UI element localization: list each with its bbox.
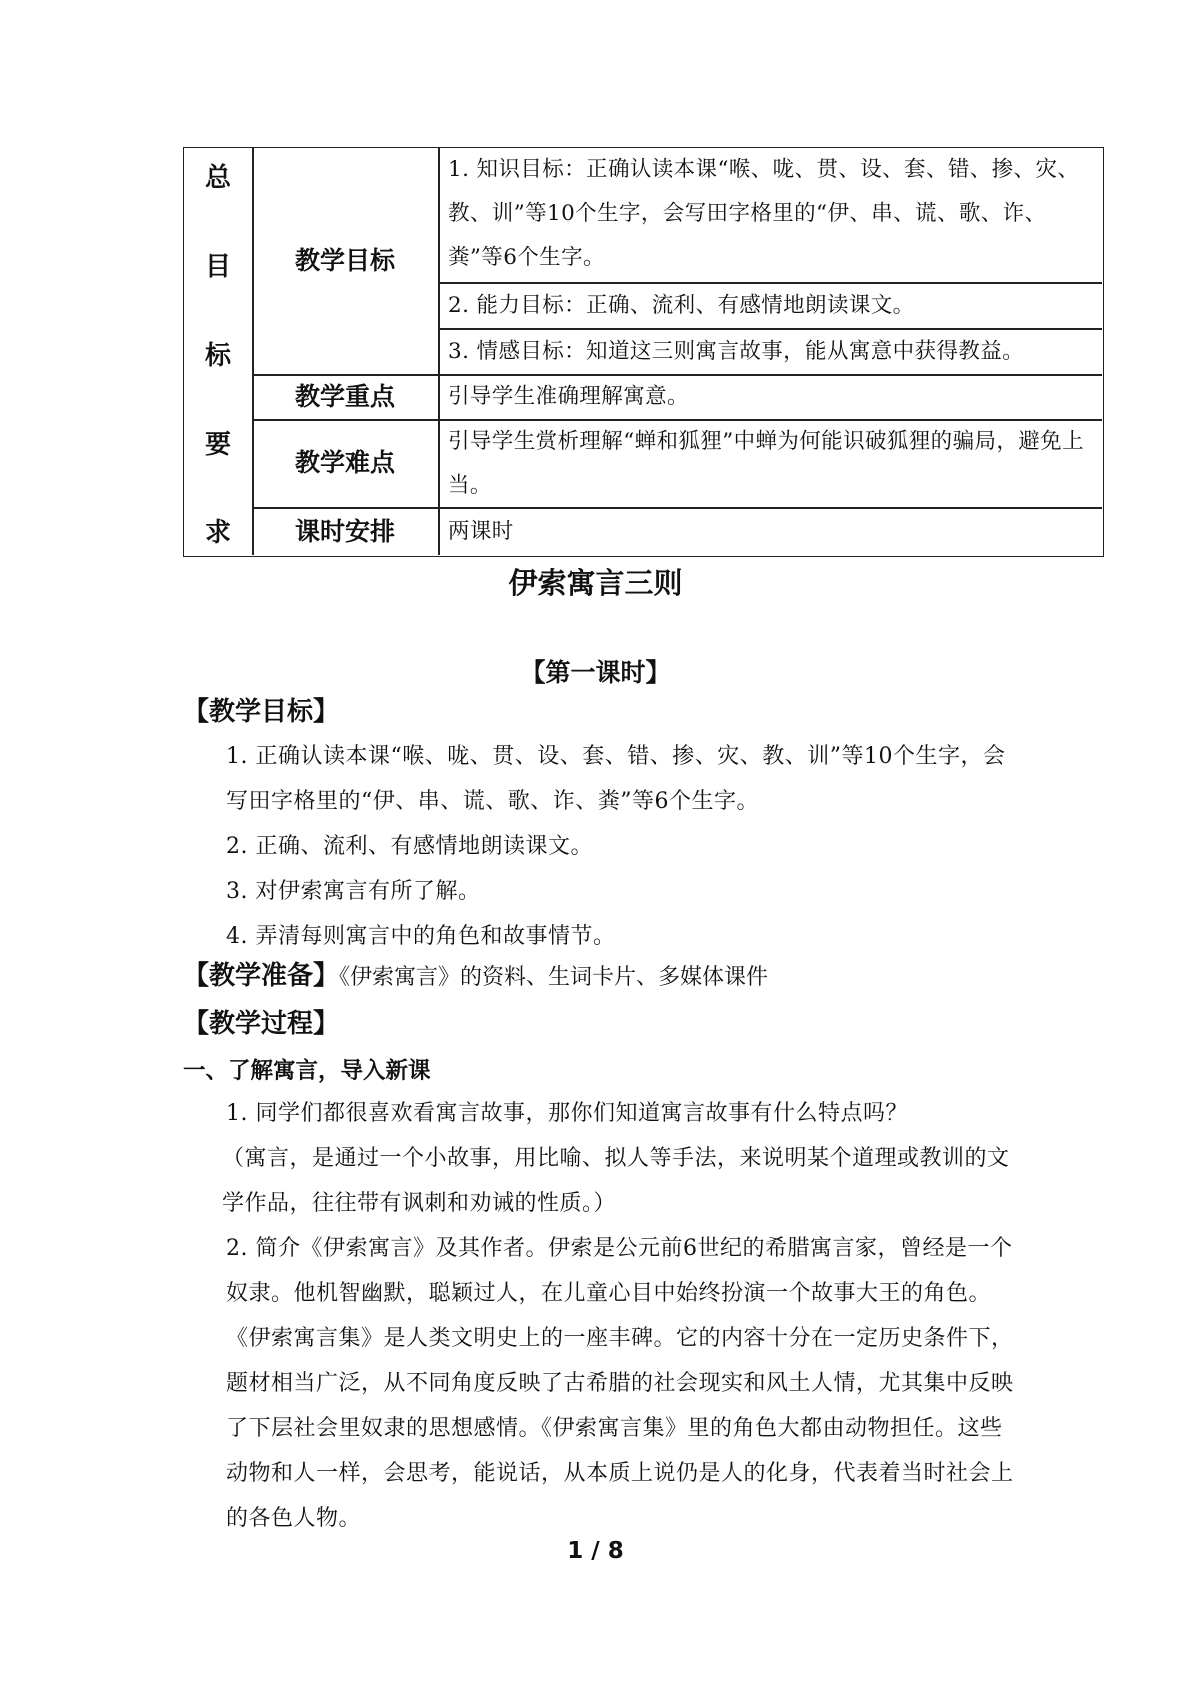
- objectives-table: [183, 147, 1104, 557]
- goal-item: 1. 正确认读本课“喉、咙、贯、设、套、错、掺、灾、教、训”等10个生字，会写田字格里的“伊、串、谎、歌、诈、粪”等6个生字。: [226, 744, 1006, 814]
- row-label-schedule: 课时安排: [294, 517, 395, 546]
- side-label-char: 总: [204, 163, 231, 193]
- prep-heading: 【教学准备】: [183, 961, 340, 991]
- process-heading: 【教学过程】: [183, 1009, 340, 1039]
- prep-text: 《伊索寓言》的资料、生词卡片、多媒体课件: [339, 965, 769, 990]
- side-label-char: 求: [204, 518, 231, 548]
- difficulties-text: 引导学生赏析理解“蝉和狐狸”中蝉为何能识破狐狸的骗局，避免上当。: [448, 429, 1084, 498]
- page-title: 伊索寓言三则: [508, 566, 683, 600]
- goal-emotion: 3. 情感目标：知道这三则寓言故事，能从寓意中获得教益。: [448, 339, 1025, 364]
- schedule-text: 两课时: [448, 519, 514, 544]
- goals-heading: 【教学目标】: [183, 697, 340, 727]
- row-label-difficulties: 教学难点: [294, 448, 395, 477]
- side-label-char: 标: [204, 341, 231, 371]
- process-paragraph: 2. 简介《伊索寓言》及其作者。伊索是公元前6世纪的希腊寓言家，曾经是一个奴隶。他机智幽默，聪颖过人，在儿童心目中始终扮演一个故事大王的角色。《伊索寓言集》是人类文明史上的一座丰碑。它的内容十分在一定历史条件下，题材相当广泛，从不同角度反映了古希腊的社会现实和风土人情，尤其集中反映了下层社会里奴隶的思想感情。《伊索寓言集》里的角色大都由动物担任。这些动物和人一样，会思考，能说话，从本质上说仍是人的化身，代表着当时社会上的各色人物。: [226, 1236, 1014, 1531]
- lesson-heading: 【第一课时】: [520, 658, 671, 687]
- goal-knowledge: 1. 知识目标：正确认读本课“喉、咙、贯、设、套、错、掺、灾、教、训”等10个生字，会写田字格里的“伊、串、谎、歌、诈、粪”等6个生字。: [448, 157, 1080, 270]
- goal-ability: 2. 能力目标：正确、流利、有感情地朗读课文。: [448, 293, 915, 318]
- side-label-char: 目: [204, 252, 231, 282]
- table-divider: [252, 148, 254, 555]
- key-points-text: 引导学生准确理解寓意。: [448, 384, 689, 409]
- row-label-goals: 教学目标: [294, 246, 395, 275]
- prep-section: [183, 958, 768, 996]
- process-paragraph: （寓言，是通过一个小故事，用比喻、拟人等手法，来说明某个道理或教训的文学作品，往往带有讽刺和劝诫的性质。）: [222, 1146, 1010, 1216]
- table-divider: [438, 148, 440, 555]
- side-label-char: 要: [204, 430, 231, 460]
- page-number: 1 / 8: [567, 1538, 624, 1564]
- goal-item: 3. 对伊索寓言有所了解。: [226, 879, 481, 904]
- goal-item: 2. 正确、流利、有感情地朗读课文。: [226, 834, 593, 859]
- goal-item: 4. 弄清每则寓言中的角色和故事情节。: [226, 924, 616, 949]
- row-label-key-points: 教学重点: [294, 382, 395, 411]
- step-heading: 一、了解寓言，导入新课: [183, 1058, 431, 1084]
- process-paragraph: 1. 同学们都很喜欢看寓言故事，那你们知道寓言故事有什么特点吗？: [226, 1101, 908, 1126]
